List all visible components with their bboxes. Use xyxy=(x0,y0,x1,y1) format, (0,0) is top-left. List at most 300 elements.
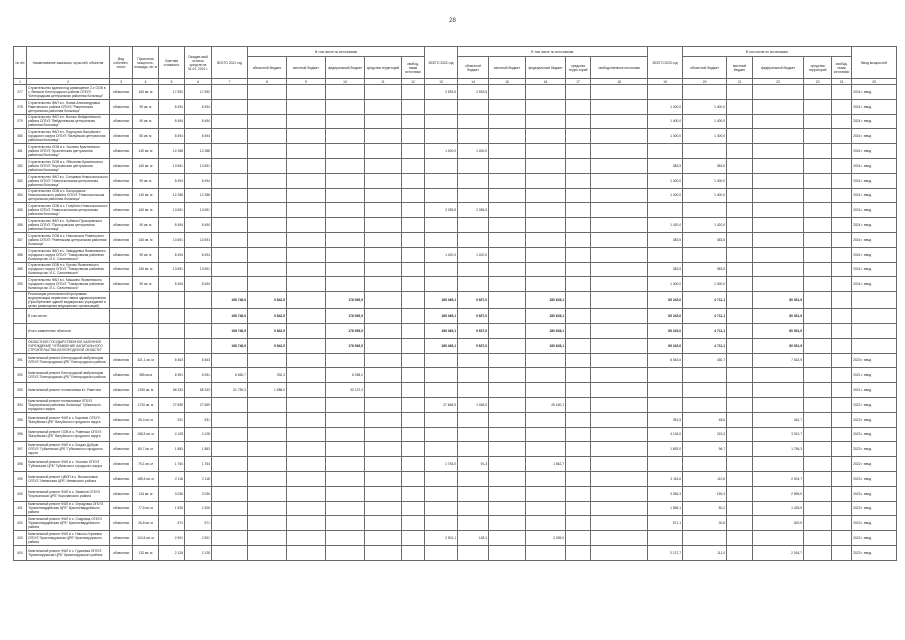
table-row xyxy=(14,247,897,262)
cell-value xyxy=(458,501,489,516)
cell-value xyxy=(804,173,832,188)
cell-value: 383,5 xyxy=(648,232,683,247)
cell-value: 3 056,3 xyxy=(648,486,683,501)
cell-value xyxy=(832,158,852,173)
cell-value xyxy=(489,309,526,324)
cell-value xyxy=(365,383,402,398)
cell-value xyxy=(489,471,526,486)
column-index-cell: 2 xyxy=(27,79,110,85)
cell-value xyxy=(458,262,489,277)
cell-own: областная xyxy=(110,232,133,247)
cell-value: 1 400,0 xyxy=(683,188,727,203)
cell-value xyxy=(287,173,326,188)
cell-value xyxy=(425,353,458,368)
cell-value: 189 465,1 xyxy=(425,292,458,309)
cell-value: 8 063,6 xyxy=(648,353,683,368)
cell-cost: 2 118 xyxy=(159,471,185,486)
cell-value xyxy=(248,457,287,472)
cell-rem: 17 592 xyxy=(185,85,212,100)
cell-value xyxy=(566,188,591,203)
cell-value xyxy=(591,368,648,383)
cell-value: 1 400,0 xyxy=(683,277,727,292)
cell-cost: 8 494 xyxy=(159,247,185,262)
cell-value xyxy=(365,531,402,546)
cell-value xyxy=(248,412,287,427)
cell-value xyxy=(365,397,402,412)
cell-value xyxy=(248,85,287,100)
table-row xyxy=(14,129,897,144)
cell-value xyxy=(212,486,248,501)
cell-value: 48,6 xyxy=(683,412,727,427)
cell-value: 180 628,1 xyxy=(526,309,566,324)
cell-value: 178 993,5 xyxy=(326,292,365,309)
cell-no: 399 xyxy=(14,471,27,486)
col-2023-local: местный бюджет xyxy=(727,57,753,79)
cell-value: 9 837,0 xyxy=(458,323,489,338)
cell-value xyxy=(832,353,852,368)
cell-value xyxy=(402,85,425,100)
cell-name: Капитальный ремонт ЦВОП в с. Волоконовка ОГБУЗ "Ивнянская ЦРБ" Ивнянского района xyxy=(27,471,110,486)
table-row xyxy=(14,471,897,486)
cell-value xyxy=(727,85,753,100)
cell-value: 1 420,0 xyxy=(425,247,458,262)
column-index-cell: 7 xyxy=(212,79,248,85)
cell-value xyxy=(458,173,489,188)
cell-value xyxy=(566,129,591,144)
cell-commission: 2023 г. ввод xyxy=(852,545,897,560)
cell-cost xyxy=(159,292,185,309)
cell-value: 30,6 xyxy=(683,516,727,531)
cell-commission: 2023 г. ввод xyxy=(852,516,897,531)
cell-value xyxy=(425,173,458,188)
cell-value xyxy=(425,277,458,292)
cell-cost: 6 951 xyxy=(159,368,185,383)
cell-value: 7 632,9 xyxy=(753,353,804,368)
cell-value xyxy=(753,129,804,144)
table-row xyxy=(14,397,897,412)
cell-value xyxy=(365,353,402,368)
cell-no: 397 xyxy=(14,442,27,457)
cell-value xyxy=(212,129,248,144)
cell-cap: 160 кв. м xyxy=(133,232,159,247)
cell-value xyxy=(753,144,804,159)
cell-value xyxy=(489,173,526,188)
cell-value xyxy=(832,262,852,277)
cell-value xyxy=(425,471,458,486)
cell-value xyxy=(832,412,852,427)
cell-value xyxy=(753,218,804,233)
cell-value: 31 790,3 xyxy=(212,383,248,398)
cell-no: 395 xyxy=(14,412,27,427)
cell-value xyxy=(287,368,326,383)
cell-value xyxy=(287,323,326,338)
cell-value xyxy=(591,247,648,262)
cell-no xyxy=(14,323,27,338)
cell-value xyxy=(326,353,365,368)
cell-value xyxy=(489,129,526,144)
cell-value xyxy=(526,277,566,292)
cell-value: 178 993,5 xyxy=(326,323,365,338)
cell-own: областная xyxy=(110,129,133,144)
cell-value xyxy=(832,218,852,233)
cell-value xyxy=(648,397,683,412)
cell-value: 189 465,1 xyxy=(425,338,458,353)
cell-value xyxy=(591,323,648,338)
cell-own: областная xyxy=(110,277,133,292)
cell-value xyxy=(832,232,852,247)
cell-value xyxy=(566,457,591,472)
cell-value xyxy=(326,486,365,501)
cell-value xyxy=(753,203,804,218)
cell-cap: 90 кв. м xyxy=(133,99,159,114)
cell-value xyxy=(727,368,753,383)
cell-cost: 27 659 xyxy=(159,397,185,412)
cell-value: 1 400,0 xyxy=(648,277,683,292)
cell-value xyxy=(753,457,804,472)
cell-value xyxy=(402,218,425,233)
cell-value xyxy=(804,262,832,277)
cell-value xyxy=(402,309,425,324)
cell-value xyxy=(727,262,753,277)
table-row xyxy=(14,262,897,277)
cell-no: 398 xyxy=(14,457,27,472)
cell-rem: 12 288 xyxy=(185,188,212,203)
cell-commission: 2023 г. ввод xyxy=(852,442,897,457)
cell-value xyxy=(365,471,402,486)
cell-value xyxy=(591,203,648,218)
cell-value xyxy=(248,397,287,412)
cell-cost: 17 592 xyxy=(159,85,185,100)
cell-name: Строительство ФАП в с. Новая Александровка Ракитянского района ОГБУЗ "Ракитянская центральная районная больница" xyxy=(27,99,110,114)
cell-value xyxy=(526,471,566,486)
cell-value xyxy=(489,457,526,472)
cell-value xyxy=(212,232,248,247)
cell-value xyxy=(832,277,852,292)
group-2021: В том числе по источникам xyxy=(248,47,425,57)
cell-value xyxy=(326,412,365,427)
cell-own: областная xyxy=(110,457,133,472)
cell-value xyxy=(648,85,683,100)
cell-value xyxy=(526,427,566,442)
cell-cap: 160 кв. м xyxy=(133,203,159,218)
cell-value xyxy=(425,383,458,398)
cell-value xyxy=(365,218,402,233)
cell-value xyxy=(804,114,832,129)
cell-value: 9 837,0 xyxy=(458,309,489,324)
col-2021-regional: областной бюджет xyxy=(248,57,287,79)
column-index-cell: 25 xyxy=(852,79,897,85)
cell-value xyxy=(489,292,526,309)
cell-value: 571,1 xyxy=(648,516,683,531)
cell-value xyxy=(365,232,402,247)
cell-value xyxy=(591,188,648,203)
cell-value xyxy=(402,353,425,368)
cell-cost: 1 526 xyxy=(159,501,185,516)
table-row xyxy=(14,99,897,114)
cell-value xyxy=(365,114,402,129)
col-2022-regional: областной бюджет xyxy=(458,57,489,79)
cell-name: Капитальный ремонт ФАП в с. Боровое ОГБУЗ "Валуйская ЦРБ" Валуйского городского округа xyxy=(27,412,110,427)
cell-rem: 8 494 xyxy=(185,218,212,233)
cell-value xyxy=(489,442,526,457)
cell-value xyxy=(212,545,248,560)
cell-value xyxy=(458,188,489,203)
cell-value xyxy=(804,353,832,368)
cell-no: 393 xyxy=(14,383,27,398)
cell-value xyxy=(326,188,365,203)
cell-own: областная xyxy=(110,412,133,427)
cell-value xyxy=(753,262,804,277)
cell-value xyxy=(804,383,832,398)
cell-value xyxy=(326,427,365,442)
cell-cost: 58 333 xyxy=(159,383,185,398)
cell-value xyxy=(402,486,425,501)
cell-rem: 2 901 xyxy=(185,531,212,546)
cell-value xyxy=(727,501,753,516)
cell-value xyxy=(212,516,248,531)
cell-rem: 8 494 xyxy=(185,277,212,292)
cell-value xyxy=(365,247,402,262)
cell-value: 4 711,1 xyxy=(683,338,727,353)
cell-cost: 571 xyxy=(159,516,185,531)
cell-own xyxy=(110,292,133,309)
cell-value xyxy=(248,247,287,262)
cell-own xyxy=(110,338,133,353)
cell-value xyxy=(804,397,832,412)
cell-commission: 2023 г. ввод xyxy=(852,353,897,368)
table-row xyxy=(14,232,897,247)
cell-value xyxy=(425,218,458,233)
table-row xyxy=(14,516,897,531)
cell-value xyxy=(566,218,591,233)
table-row xyxy=(14,353,897,368)
cell-value xyxy=(425,427,458,442)
cell-value: 111,0 xyxy=(683,545,727,560)
cell-value xyxy=(753,277,804,292)
cell-value xyxy=(402,158,425,173)
cell-value: 215,3 xyxy=(683,427,727,442)
cell-no: 382 xyxy=(14,158,27,173)
cell-no: 403 xyxy=(14,531,27,546)
cell-commission xyxy=(852,323,897,338)
cell-value xyxy=(591,309,648,324)
column-index-cell: 10 xyxy=(326,79,365,85)
cell-value xyxy=(402,323,425,338)
cell-name: ОБЛАСТНОЕ ГОСУДАРСТВЕННОЕ КАЗЕННОЕ УЧРЕЖДЕНИЕ "УПРАВЛЕНИЕ КАПИТАЛЬНОГО СТРОИТЕЛЬСТВА БЕЛГОРОДСКОЙ ОБЛАСТИ" xyxy=(27,338,110,353)
cell-value: 383,5 xyxy=(683,232,727,247)
cell-no: 404 xyxy=(14,545,27,560)
cell-value xyxy=(566,353,591,368)
cell-value xyxy=(458,383,489,398)
table-row xyxy=(14,158,897,173)
cell-value xyxy=(248,427,287,442)
cell-name: Капитальный ремонт ФАП в с. Отрадовка ОГБУЗ "Красногвардейская ЦРБ" Красногвардейского района xyxy=(27,501,110,516)
cell-cap: 90 кв. м xyxy=(133,247,159,262)
cell-value xyxy=(248,99,287,114)
cell-name: Строительство ФАП в с. Волчье Вейделевского района ОГБУЗ "Вейделевская центральная районная больница" xyxy=(27,114,110,129)
cell-cost: 2 128 xyxy=(159,545,185,560)
cell-value: 198 746,9 xyxy=(212,323,248,338)
cell-cost: 8 494 xyxy=(159,114,185,129)
cell-value xyxy=(458,427,489,442)
cell-name: Строительство ООВ в с. Яблоново Красненского района ОГБУЗ "Корочанская центральная районная больница" xyxy=(27,158,110,173)
cell-commission: 2024 г. ввод xyxy=(852,188,897,203)
group-2022: В том числе по источникам: xyxy=(458,47,648,57)
cell-commission xyxy=(852,292,897,309)
table-row xyxy=(14,501,897,516)
table-row xyxy=(14,427,897,442)
cell-value xyxy=(683,247,727,262)
cell-rem: 931 xyxy=(185,412,212,427)
cell-value xyxy=(727,188,753,203)
cell-value xyxy=(365,427,402,442)
cell-own: областная xyxy=(110,545,133,560)
cell-value xyxy=(326,232,365,247)
col-2023-regional: областной бюджет xyxy=(683,57,727,79)
cell-value xyxy=(727,114,753,129)
cell-no: 385 xyxy=(14,203,27,218)
cell-value xyxy=(832,383,852,398)
cell-commission: 2023 г. ввод xyxy=(852,471,897,486)
cell-own: областная xyxy=(110,114,133,129)
cell-cost xyxy=(159,338,185,353)
cell-value xyxy=(648,368,683,383)
cell-value xyxy=(804,486,832,501)
cell-rem: 8 494 xyxy=(185,173,212,188)
column-index-cell: 3 xyxy=(110,79,133,85)
cell-value xyxy=(287,85,326,100)
col-remaining: Ожидае-мый остаток средств на 01.01. 2021 г. xyxy=(185,47,212,79)
cell-value xyxy=(566,292,591,309)
table-row xyxy=(14,545,897,560)
cell-value xyxy=(832,188,852,203)
cell-name: Итого заявленных объектов xyxy=(27,323,110,338)
cell-value xyxy=(402,203,425,218)
cell-value: 1 420,0 xyxy=(648,218,683,233)
cell-value xyxy=(287,545,326,560)
cell-value xyxy=(212,471,248,486)
cell-value xyxy=(804,412,832,427)
cell-value xyxy=(365,292,402,309)
cell-value xyxy=(402,516,425,531)
cell-cap: 26,8 кв. м xyxy=(133,516,159,531)
cell-value xyxy=(365,99,402,114)
cell-value xyxy=(365,442,402,457)
cell-no: 400 xyxy=(14,486,27,501)
cell-value xyxy=(591,218,648,233)
cell-value xyxy=(832,114,852,129)
cell-own: областная xyxy=(110,99,133,114)
cell-value: 383,5 xyxy=(648,158,683,173)
cell-value xyxy=(458,412,489,427)
cell-value xyxy=(365,158,402,173)
cell-value: 2 055,5 xyxy=(425,203,458,218)
cell-value xyxy=(526,383,566,398)
cell-value xyxy=(365,338,402,353)
cell-value xyxy=(402,397,425,412)
cell-value xyxy=(804,427,832,442)
cell-value xyxy=(566,85,591,100)
cell-value xyxy=(526,203,566,218)
cell-value xyxy=(212,114,248,129)
cell-rem: 13 691 xyxy=(185,158,212,173)
cell-value xyxy=(526,262,566,277)
cell-value xyxy=(402,338,425,353)
cell-value: 85 243,0 xyxy=(648,338,683,353)
table-row xyxy=(14,383,897,398)
cell-value xyxy=(402,144,425,159)
cell-value xyxy=(402,277,425,292)
cell-name: Капитальный ремонт ФАП в с. Николо-Гореевка ОГБУЗ "Краснояружская ЦРБ" Краснояружского района xyxy=(27,531,110,546)
cell-value xyxy=(832,173,852,188)
cell-value xyxy=(566,144,591,159)
cell-value xyxy=(727,309,753,324)
cell-cap: 80 кв. м xyxy=(133,129,159,144)
cell-value xyxy=(248,545,287,560)
cell-value xyxy=(566,471,591,486)
cell-value: 110,6 xyxy=(683,471,727,486)
cell-value xyxy=(727,144,753,159)
cell-rem: 6 463 xyxy=(185,353,212,368)
cell-value xyxy=(365,144,402,159)
cell-value: 1 756,3 xyxy=(753,442,804,457)
cell-value xyxy=(365,85,402,100)
column-index-cell: 4 xyxy=(133,79,159,85)
cell-value xyxy=(212,457,248,472)
cell-value xyxy=(727,442,753,457)
cell-value xyxy=(326,129,365,144)
cell-value xyxy=(526,501,566,516)
cell-value xyxy=(804,144,832,159)
table-row xyxy=(14,412,897,427)
cell-value xyxy=(402,247,425,262)
cell-value xyxy=(526,442,566,457)
cell-value xyxy=(458,232,489,247)
cell-value xyxy=(326,471,365,486)
cell-value xyxy=(287,188,326,203)
cell-value xyxy=(458,218,489,233)
cell-value xyxy=(402,129,425,144)
cell-value xyxy=(526,158,566,173)
cell-value xyxy=(489,188,526,203)
cell-value xyxy=(683,368,727,383)
cell-value xyxy=(753,85,804,100)
cell-commission: 2024 г. ввод xyxy=(852,158,897,173)
cell-value xyxy=(212,412,248,427)
cell-value xyxy=(804,545,832,560)
cell-value: 1 420,0 xyxy=(683,218,727,233)
cell-value xyxy=(212,427,248,442)
cell-value xyxy=(526,114,566,129)
cell-value: 180 628,1 xyxy=(526,323,566,338)
cell-cap: 104,6 кв. м xyxy=(133,531,159,546)
cell-value: 9 842,5 xyxy=(248,292,287,309)
cell-value xyxy=(287,531,326,546)
cell-value xyxy=(727,232,753,247)
cell-value xyxy=(489,323,526,338)
cell-value xyxy=(753,397,804,412)
table-row xyxy=(14,218,897,233)
table-row xyxy=(14,203,897,218)
cell-value xyxy=(683,85,727,100)
cell-commission: 2024 г. ввод xyxy=(852,144,897,159)
col-2022-local: местный бюджет xyxy=(489,57,526,79)
cell-own: областная xyxy=(110,501,133,516)
cell-value xyxy=(425,501,458,516)
cell-rem: 2 118 xyxy=(185,471,212,486)
cell-value xyxy=(248,501,287,516)
cell-rem: 1 764 xyxy=(185,457,212,472)
